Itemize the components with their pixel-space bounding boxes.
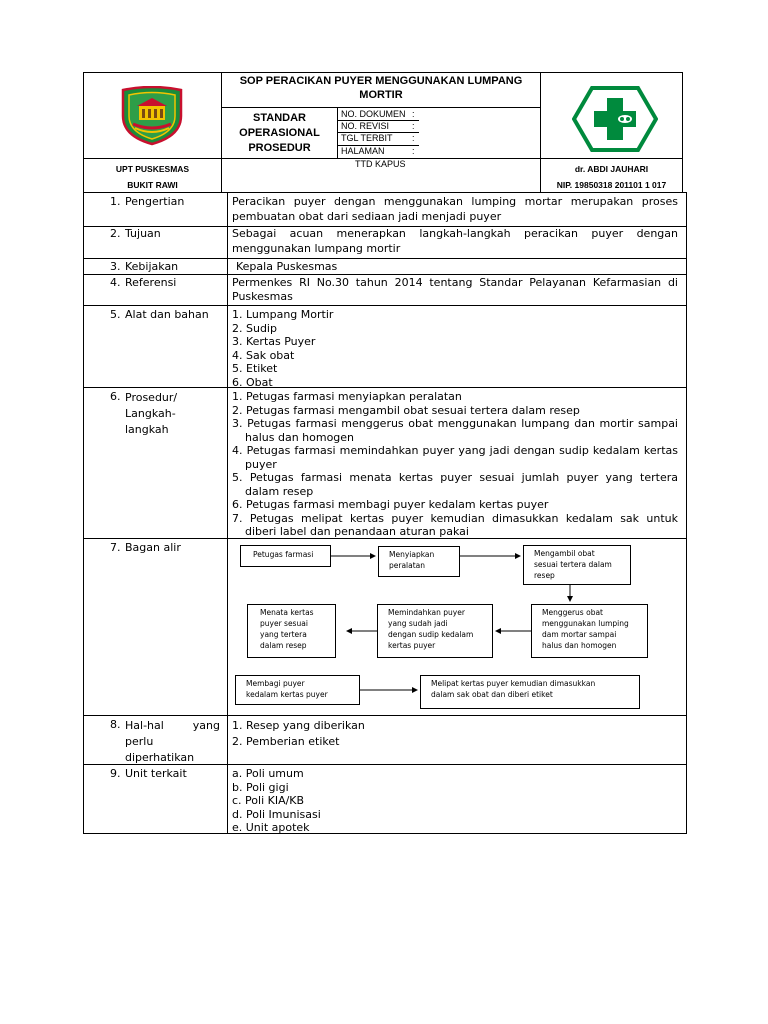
flow-box-text: dengan sudip kedalam: [388, 630, 474, 639]
meta-no-revisi-label: NO. REVISI: [341, 121, 390, 131]
step-number: 6.: [232, 498, 243, 511]
list-item: 2. Sudip: [232, 321, 277, 335]
step-text-continued: dalam resep: [245, 484, 314, 498]
row-8-label-word: yang: [192, 719, 220, 732]
meta-tgl-terbit-label: TGL TERBIT: [341, 133, 393, 143]
flow-box-text: kedalam kertas puyer: [246, 690, 328, 699]
list-item: 1. Lumpang Mortir: [232, 308, 334, 321]
list-item: 1. Resep yang diberikan: [232, 719, 365, 732]
row-6-label-line: Prosedur/: [125, 391, 178, 404]
flow-box-text: yang tertera: [260, 630, 307, 639]
flow-box-text: sesuai tertera dalam: [534, 560, 612, 569]
row-8-label-line: [125, 718, 220, 734]
step-number: 2.: [232, 403, 243, 417]
row-4-content-line-2: Puskesmas: [232, 290, 293, 303]
flow-box-text: dalam sak obat dan diberi etiket: [431, 690, 553, 699]
flow-box-text: Menyiapkan: [389, 550, 435, 559]
step-number: 5.: [232, 471, 243, 484]
flow-box-text: dam mortar sampai: [542, 630, 617, 639]
row-8-label-line: perlu: [125, 735, 154, 748]
list-item: b. Poli gigi: [232, 780, 289, 794]
step-text: Petugas farmasi menata kertas puyer sesuai jumlah puyer yang tertera: [249, 471, 678, 484]
flow-box-text: Menggerus obat: [542, 608, 603, 617]
row-8-label: [125, 718, 220, 766]
document-title-line-1: SOP PERACIKAN PUYER MENGGUNAKAN LUMPANG: [239, 75, 523, 87]
step-text: Petugas farmasi mengambil obat sesuai tertera dalam resep: [246, 403, 580, 417]
row-8-number: 8.: [110, 718, 121, 731]
list-item: 3. Kertas Puyer: [232, 335, 316, 348]
meta-halaman-label: HALAMAN: [341, 146, 385, 156]
row-9-items: [232, 767, 321, 835]
list-item: a. Poli umum: [232, 767, 304, 780]
row-2-content-line-2: menggunakan lumpang mortir: [232, 242, 401, 255]
step-text: Petugas melipat kertas puyer kemudian dimasukkan kedalam sak untuk: [249, 511, 678, 525]
row-3-number: 3.: [110, 260, 121, 273]
sop-type-line-3: PROSEDUR: [248, 142, 311, 154]
row-6-label-line: langkah: [125, 423, 169, 436]
flow-box-text: Petugas farmasi: [253, 550, 314, 559]
step-text-continued: puyer: [245, 457, 277, 471]
flow-box-text: Mengambil obat: [534, 549, 595, 558]
flow-box-text: dalam resep: [260, 641, 307, 650]
row-6-number: 6.: [110, 390, 121, 403]
row-2-label: Tujuan: [125, 227, 161, 240]
row-3-label: Kebijakan: [125, 260, 179, 273]
list-item: c. Poli KIA/KB: [232, 794, 305, 807]
organization-line-1: UPT PUSKESMAS: [115, 164, 190, 174]
row-8-label-line: diperhatikan: [125, 751, 195, 764]
row-9-number: 9.: [110, 767, 121, 780]
step-text-continued: halus dan homogen: [245, 430, 355, 444]
list-item: 6. Obat: [232, 375, 273, 389]
organization-line-2: BUKIT RAWI: [127, 180, 178, 190]
flow-box-text: yang sudah jadi: [388, 619, 448, 628]
row-8-label-word: Hal-hal: [125, 719, 164, 732]
flow-box-text: peralatan: [389, 561, 426, 570]
row-9-label: Unit terkait: [125, 767, 187, 780]
list-item: 2. Pemberian etiket: [232, 735, 340, 748]
ttd-kapus-label: TTD KAPUS: [355, 159, 406, 169]
meta-halaman-sep: :: [412, 146, 415, 156]
sop-type-line-2: OPERASIONAL: [239, 127, 320, 139]
row-1-content-line-1: Peracikan puyer dengan menggunakan lumping mortar merupakan proses: [232, 195, 678, 208]
meta-no-revisi-sep: :: [412, 121, 415, 131]
signer-name: dr. ABDI JAUHARI: [574, 164, 649, 174]
list-item: 4. Sak obat: [232, 348, 295, 362]
list-item: 5. Etiket: [232, 362, 278, 375]
row-8-items: [232, 718, 365, 750]
row-2-number: 2.: [110, 227, 121, 240]
row-5-number: 5.: [110, 308, 121, 321]
step-number: 4.: [232, 444, 243, 457]
flow-box-text: puyer sesuai: [260, 619, 308, 628]
flow-box-text: halus dan homogen: [542, 641, 617, 650]
flow-box-text: Menata kertas: [260, 608, 314, 617]
row-4-content-line-1: Permenkes RI No.30 tahun 2014 tentang Standar Pelayanan Kefarmasian di: [232, 276, 678, 289]
meta-tgl-terbit-sep: :: [412, 133, 415, 143]
flow-box-text: menggunakan lumping: [542, 619, 629, 628]
row-3-content: Kepala Puskesmas: [236, 260, 338, 273]
row-1-number: 1.: [110, 195, 121, 208]
flow-box-text: Membagi puyer: [246, 679, 305, 688]
flow-box-text: Melipat kertas puyer kemudian dimasukkan: [431, 679, 596, 688]
row-2-content-line-1: Sebagai acuan menerapkan langkah-langkah peracikan puyer dengan: [232, 227, 678, 240]
row-5-label: Alat dan bahan: [125, 308, 209, 321]
row-7-number: 7.: [110, 541, 121, 554]
row-6-label-line: Langkah-: [125, 407, 176, 420]
sop-type-line-1: STANDAR: [253, 112, 306, 124]
step-text: Petugas farmasi menggerus obat menggunakan lumpang dan mortir sampai: [247, 417, 678, 430]
step-text: Petugas farmasi menyiapkan peralatan: [246, 390, 462, 403]
meta-no-dokumen-label: NO. DOKUMEN: [341, 109, 406, 119]
signer-nip: NIP. 19850318 201101 1 017: [556, 180, 667, 190]
flow-box-text: Memindahkan puyer: [388, 608, 465, 617]
document-title-line-2: MORTIR: [359, 89, 403, 101]
row-4-label: Referensi: [125, 276, 177, 289]
step-text: Petugas farmasi membagi puyer kedalam kertas puyer: [246, 498, 549, 511]
flow-box-text: kertas puyer: [388, 641, 436, 650]
list-item: d. Poli Imunisasi: [232, 807, 321, 821]
list-item: e. Unit apotek: [232, 821, 310, 834]
row-7-label: Bagan alir: [125, 541, 181, 554]
row-4-number: 4.: [110, 276, 121, 289]
step-text: Petugas farmasi memindahkan puyer yang jadi dengan sudip kedalam kertas: [246, 444, 678, 457]
step-number: 3.: [232, 417, 243, 430]
meta-no-dokumen-sep: :: [412, 109, 415, 119]
step-number: 7.: [232, 511, 243, 525]
step-number: 1.: [232, 390, 243, 403]
row-1-label: Pengertian: [125, 195, 185, 208]
flow-box-text: resep: [534, 571, 555, 580]
step-text-continued: diberi label dan penandaan aturan pakai: [245, 525, 469, 538]
row-1-content-line-2: pembuatan obat dari sediaan jadi menjadi puyer: [232, 210, 502, 223]
